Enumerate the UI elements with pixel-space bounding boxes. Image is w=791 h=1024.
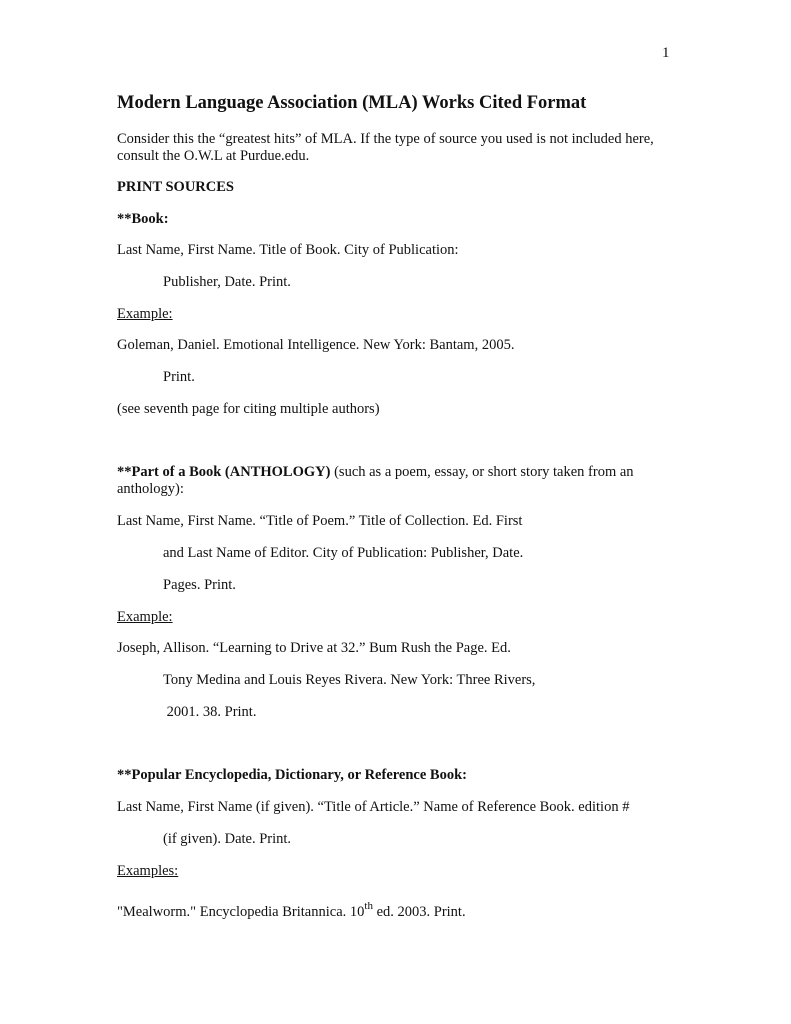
book-example-line-2: Print.: [163, 369, 195, 385]
book-heading: **Book:: [117, 211, 169, 227]
book-example-label: Example:: [117, 306, 173, 322]
reference-format-line-2: (if given). Date. Print.: [163, 831, 292, 847]
anthology-example-label: Example:: [117, 609, 173, 625]
anthology-example-line-2: Tony Medina and Louis Reyes Rivera. New York: Three Rivers,: [163, 672, 536, 688]
intro-line-1: Consider this the “greatest hits” of MLA. If the type of source you used is not included here,: [117, 131, 654, 147]
reference-example-label: Examples:: [117, 863, 179, 879]
book-note: (see seventh page for citing multiple authors): [117, 401, 380, 417]
intro-line-2: consult the O.W.L at Purdue.edu.: [117, 148, 310, 164]
anthology-format-line-2: and Last Name of Editor. City of Publication: Publisher, Date.: [163, 545, 524, 561]
anthology-example-line-1: Joseph, Allison. “Learning to Drive at 32.” Bum Rush the Page. Ed.: [117, 640, 511, 656]
page-number: 1: [662, 45, 670, 61]
reference-example-line: [117, 900, 466, 921]
reference-example-post: ed. 2003. Print.: [372, 904, 466, 920]
book-example-line-1: Goleman, Daniel. Emotional Intelligence. New York: Bantam, 2005.: [117, 337, 515, 353]
book-format-line-1: Last Name, First Name. Title of Book. City of Publication:: [117, 242, 459, 258]
book-format-line-2: Publisher, Date. Print.: [163, 274, 291, 290]
anthology-heading-rest: (such as a poem, essay, or short story taken from an: [330, 464, 634, 480]
anthology-example-line-3: 2001. 38. Print.: [163, 704, 257, 720]
section-heading-print-sources: PRINT SOURCES: [117, 179, 234, 195]
anthology-heading-line-2: anthology):: [117, 481, 184, 497]
reference-example-pre: "Mealworm." Encyclopedia Britannica. 10: [117, 904, 365, 920]
anthology-format-line-3: Pages. Print.: [163, 577, 236, 593]
page-title: Modern Language Association (MLA) Works Cited Format: [117, 93, 587, 113]
anthology-format-line-1: Last Name, First Name. “Title of Poem.” Title of Collection. Ed. First: [117, 513, 523, 529]
anthology-heading: [117, 463, 634, 481]
reference-format-line-1: Last Name, First Name (if given). “Title of Article.” Name of Reference Book. edition #: [117, 799, 630, 815]
reference-heading: **Popular Encyclopedia, Dictionary, or Reference Book:: [117, 767, 467, 783]
anthology-heading-bold: **Part of a Book (ANTHOLOGY): [117, 464, 331, 480]
reference-example-superscript: th: [364, 900, 373, 912]
